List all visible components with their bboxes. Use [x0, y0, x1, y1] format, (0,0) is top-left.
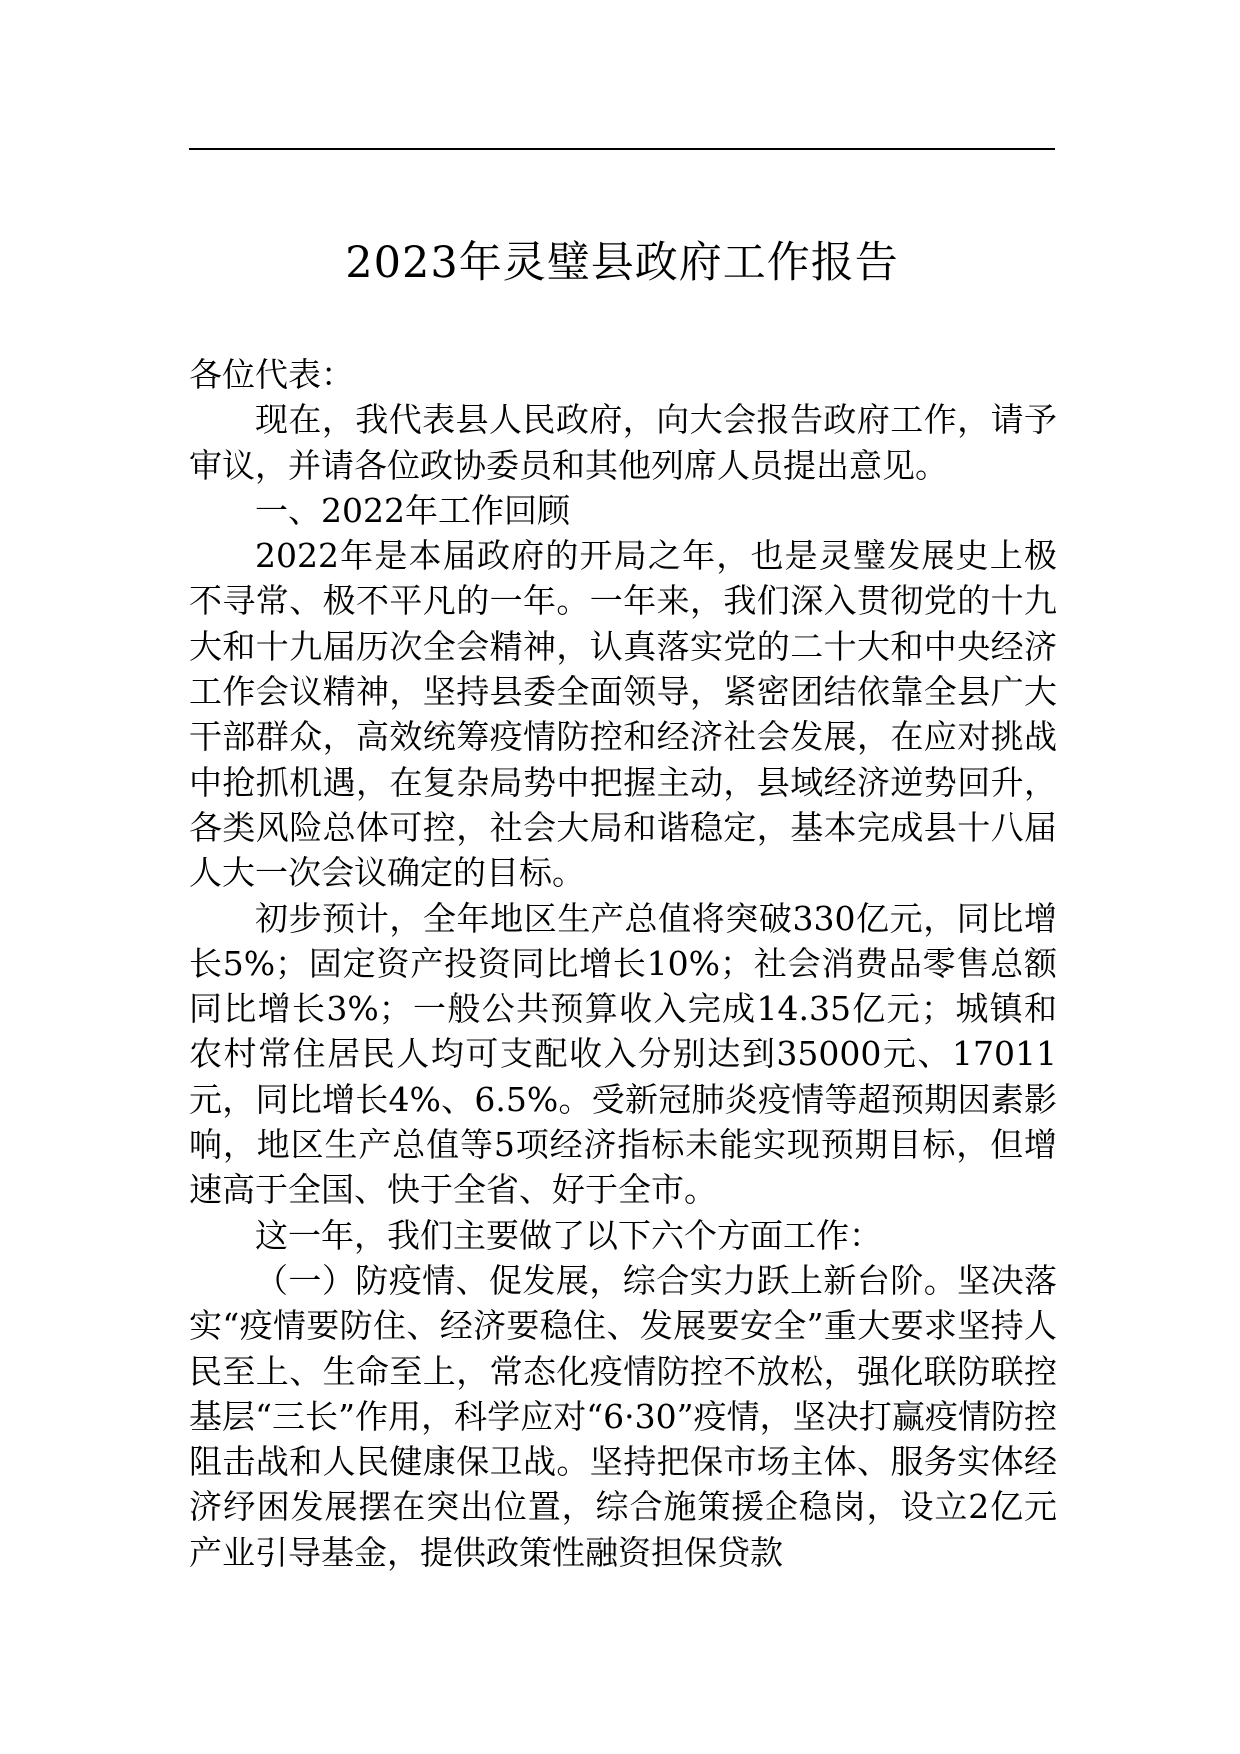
paragraph-section-one: （一）防疫情、促发展，综合实力跃上新台阶。坚决落实“疫情要防住、经济要稳住、发展要安全”重大要求坚持人民至上、生命至上，常态化疫情防控不放松，强化联防联控基层“三长”作用，科学应对“6·30”疫情，坚决打赢疫情防控阻击战和人民健康保卫战。坚持把保市场主体、服务实体经济纾困发展摆在突出位置，综合施策援企稳岗，设立2亿元产业引导基金，提供政策性融资担保贷款: [189, 1260, 1057, 1572]
paragraph-indicators: 初步预计，全年地区生产总值将突破330亿元，同比增长5%；固定资产投资同比增长10%；社会消费品零售总额同比增长3%；一般公共预算收入完成14.35亿元；城镇和农村常住居民人均可支配收入分别达到35000元、17011元，同比增长4%、6.5%。受新冠肺炎疫情等超预期因素影响，地区生产总值等5项经济指标未能实现预期目标，但增速高于全国、快于全省、好于全市。: [189, 898, 1057, 1210]
section-heading: 一、2022年工作回顾: [255, 490, 570, 530]
salutation: 各位代表：: [189, 355, 354, 394]
document-body: [189, 352, 1057, 1575]
paragraph-summary: 这一年，我们主要做了以下六个方面工作：: [255, 1215, 882, 1255]
paragraph-intro: 现在，我代表县人民政府，向大会报告政府工作，请予审议，并请各位政协委员和其他列席人员提出意见。: [189, 400, 1057, 485]
document-title: 2023年灵璧县政府工作报告: [345, 238, 899, 288]
paragraph-review: 2022年是本届政府的开局之年，也是灵璧发展史上极不寻常、极不平凡的一年。一年来，我们深入贯彻党的十九大和十九届历次全会精神，认真落实党的二十大和中央经济工作会议精神，坚持县委全面领导，紧密团结依靠全县广大干部群众，高效统筹疫情防控和经济社会发展，在应对挑战中抢抓机遇，在复杂局势中把握主动，县域经济逆势回升，各类风险总体可控，社会大局和谐稳定，基本完成县十八届人大一次会议确定的目标。: [189, 536, 1057, 893]
header-rule: [189, 148, 1055, 150]
